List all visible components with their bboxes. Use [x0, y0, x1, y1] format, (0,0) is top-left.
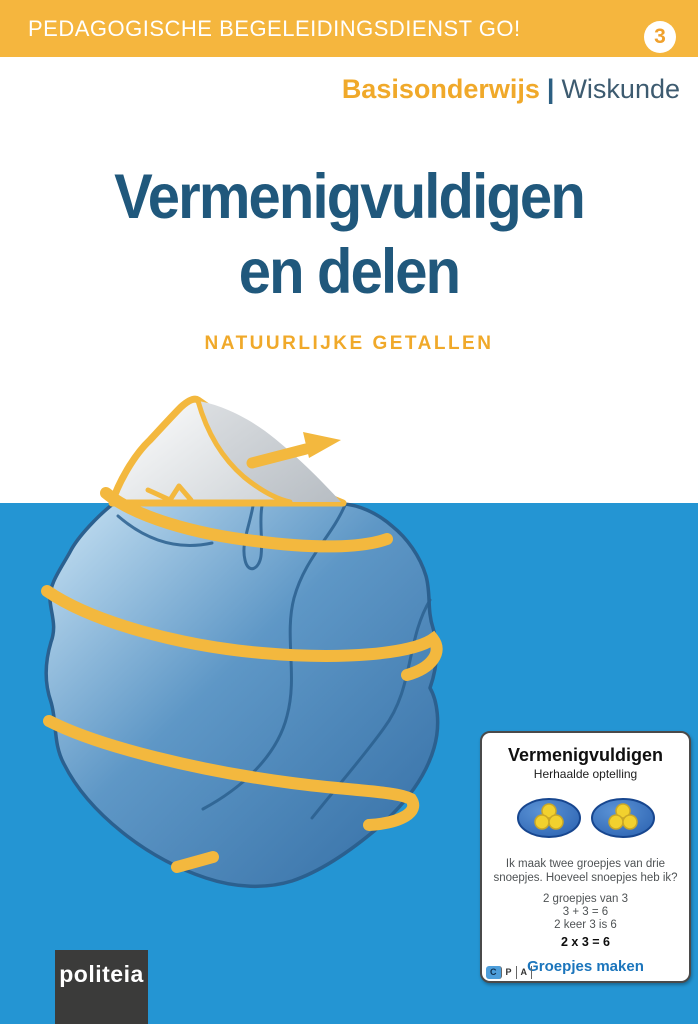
card-steps — [482, 893, 689, 932]
card-step: 3 + 3 = 6 — [562, 906, 609, 918]
card-tabs — [486, 966, 532, 979]
cover-title-line2: en delen — [238, 237, 460, 307]
candy-oval-icon — [518, 799, 580, 837]
card-step: 2 groepjes van 3 — [542, 893, 629, 905]
series-subject: Wiskunde — [561, 74, 680, 104]
card-question: Ik maak twee groepjes van drie snoepjes. Hoeveel snoepjes heb ik? — [493, 858, 678, 884]
tab-a[interactable]: A — [517, 966, 533, 979]
publisher-name: politeia — [59, 961, 144, 987]
card-action-label: Groepjes maken — [527, 958, 644, 975]
publisher-logo — [55, 950, 148, 1024]
volume-number-badge: 3 — [644, 21, 676, 53]
top-banner — [0, 0, 698, 57]
series-line — [342, 74, 680, 105]
candy-groups — [482, 796, 689, 845]
banner-title: PEDAGOGISCHE BEGELEIDINGSDIENST GO! — [28, 15, 521, 41]
cover-title — [28, 160, 670, 310]
card-step: 2 keer 3 is 6 — [554, 919, 617, 931]
card-subtitle: Herhaalde optelling — [533, 767, 638, 781]
card-result: 2 x 3 = 6 — [561, 935, 610, 949]
candy-oval-icon — [592, 799, 654, 837]
cover-title-line1: Vermenigvuldigen — [114, 162, 584, 232]
card-title: Vermenigvuldigen — [507, 745, 664, 765]
tab-c[interactable]: C — [486, 966, 502, 979]
series-separator: | — [546, 74, 555, 104]
example-card — [480, 731, 691, 983]
candy-ovals-icon — [515, 796, 657, 840]
tab-p[interactable]: P — [502, 966, 517, 979]
cover-subtitle: NATUURLIJKE GETALLEN — [204, 333, 494, 354]
series-level: Basisonderwijs — [341, 74, 540, 104]
